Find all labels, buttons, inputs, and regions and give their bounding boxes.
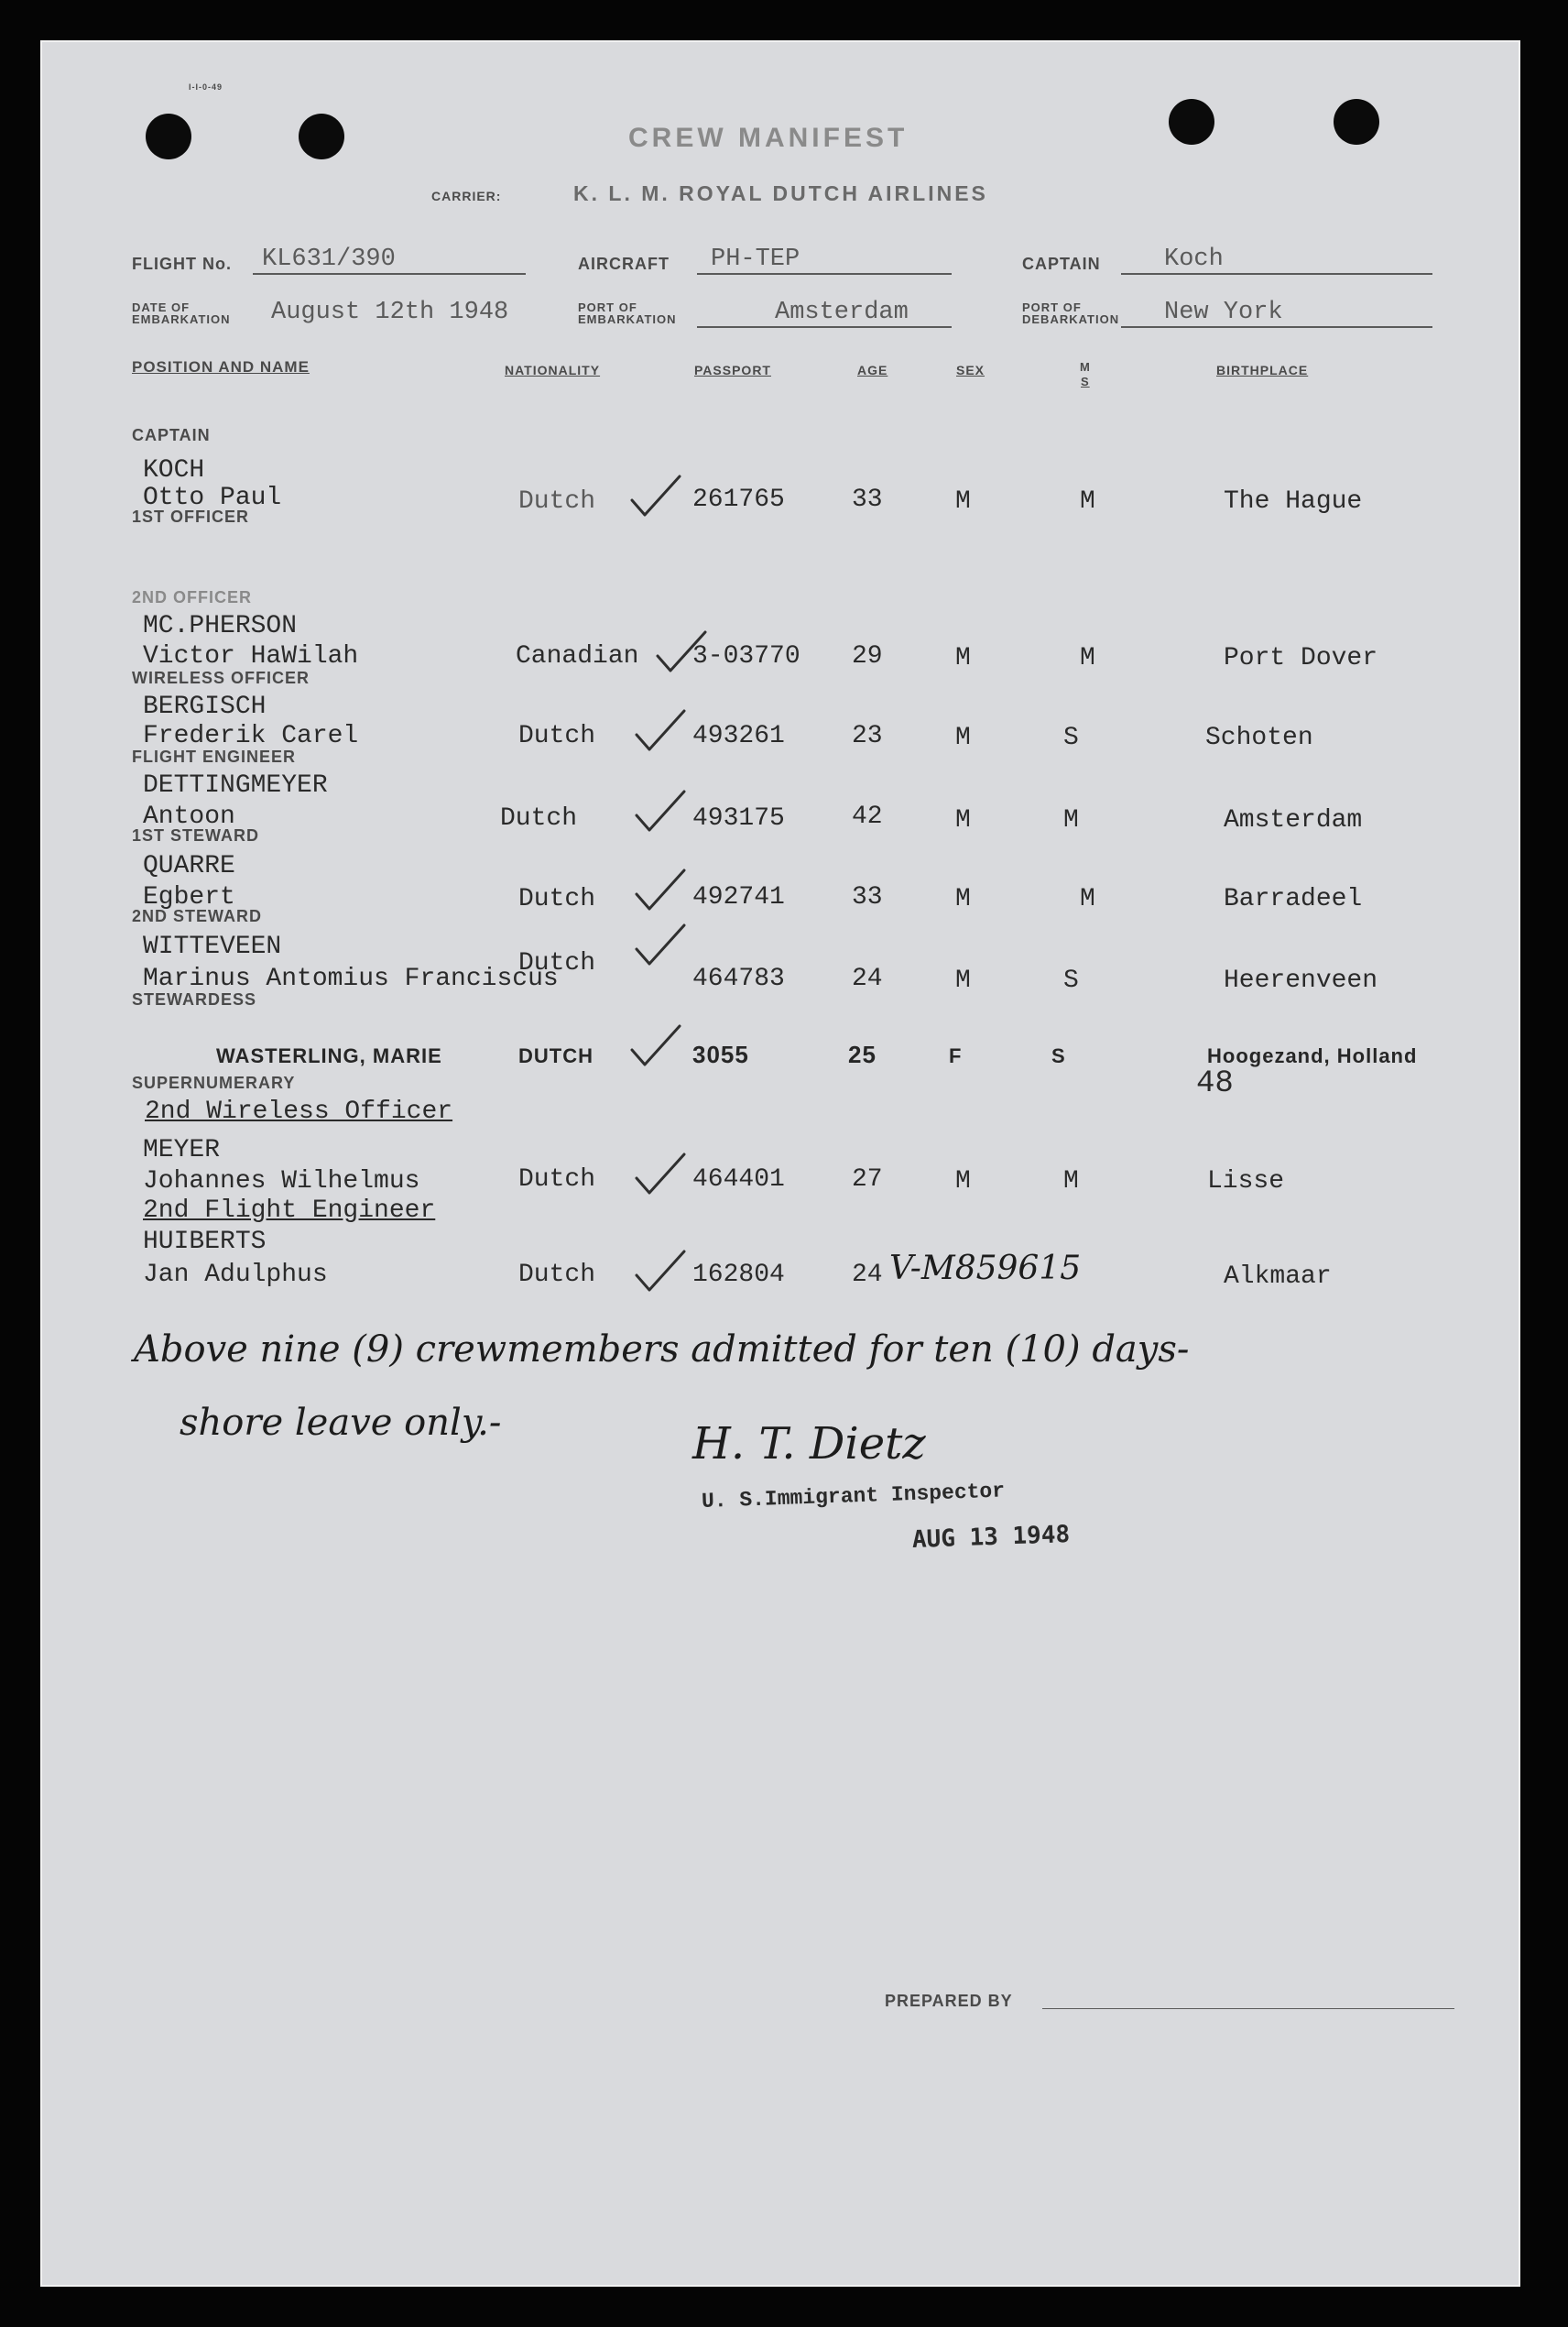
marital-status: M — [1080, 487, 1095, 516]
age: 24 — [852, 965, 883, 993]
checkmark-icon — [633, 1248, 688, 1294]
nationality: Dutch — [518, 487, 596, 516]
passport: 261765 — [692, 486, 785, 514]
age: 29 — [852, 642, 883, 671]
given-name: Marinus Antomius Franciscus — [143, 965, 559, 993]
checkmark-icon — [628, 473, 683, 519]
nationality: Dutch — [518, 885, 596, 913]
checkmark-icon — [628, 1022, 683, 1068]
age: 33 — [852, 486, 883, 514]
port-deb-value: New York — [1164, 299, 1283, 326]
nationality: Dutch — [518, 1165, 596, 1194]
birthplace: Barradeel — [1224, 885, 1363, 913]
date-label-2: EMBARKATION — [132, 312, 231, 326]
aircraft-label: AIRCRAFT — [578, 255, 670, 273]
flight-label: FLIGHT No. — [132, 255, 232, 273]
given-name: Otto Paul — [143, 484, 282, 512]
surname: WASTERLING, MARIE — [216, 1044, 442, 1067]
punch-hole — [1169, 99, 1214, 145]
passport: 493175 — [692, 804, 785, 833]
checkmark-icon — [633, 1151, 688, 1196]
surname: BERGISCH — [143, 693, 267, 721]
date-stamp: AUG 13 1948 — [911, 1520, 1071, 1554]
supernumerary-role-1: 2nd Wireless Officer — [145, 1098, 453, 1126]
captain-label: CAPTAIN — [1022, 255, 1101, 273]
col-passport: PASSPORT — [694, 363, 771, 377]
punch-hole — [1334, 99, 1379, 145]
birthplace: Port Dover — [1224, 644, 1378, 672]
page-title: CREW MANIFEST — [628, 123, 909, 153]
checkmark-icon — [633, 707, 688, 753]
marital-status: S — [1063, 724, 1079, 752]
manifest-sheet — [40, 40, 1520, 2287]
given-name: Egbert — [143, 883, 235, 912]
nationality: Canadian — [516, 642, 639, 671]
position-stewardess: STEWARDESS — [132, 990, 257, 1009]
nationality: Dutch — [500, 804, 578, 833]
col-marital-1: M — [1080, 360, 1091, 374]
given-name: Victor HaWilah — [143, 642, 359, 671]
col-sex: SEX — [956, 363, 985, 377]
passport: 464401 — [692, 1165, 785, 1194]
date-label-1: DATE OF — [132, 300, 191, 314]
marital-status: S — [1063, 967, 1079, 995]
passport: 464783 — [692, 965, 785, 993]
given-name: Jan Adulphus — [143, 1261, 328, 1289]
passport: 493261 — [692, 722, 785, 750]
nationality: Dutch — [518, 722, 596, 750]
carrier-value: K. L. M. ROYAL DUTCH AIRLINES — [573, 181, 988, 205]
form-code: I-I-0-49 — [189, 82, 223, 92]
port-emb-underline — [697, 326, 952, 328]
date-value: August 12th 1948 — [271, 299, 509, 326]
checkmark-icon — [633, 922, 688, 967]
nationality: DUTCH — [518, 1044, 593, 1067]
sex: M — [955, 967, 971, 995]
sex: M — [955, 724, 971, 752]
birthplace-note: 48 — [1196, 1066, 1234, 1101]
age: 42 — [852, 803, 883, 831]
supernumerary-role-2: 2nd Flight Engineer — [143, 1196, 436, 1225]
port-deb-label-1: PORT OF — [1022, 300, 1082, 314]
flight-underline — [253, 273, 526, 275]
flight-value: KL631/390 — [262, 246, 396, 273]
sex: M — [955, 644, 971, 672]
birthplace: Hoogezand, Holland — [1207, 1044, 1418, 1067]
supernumerary-label: SUPERNUMERARY — [132, 1074, 296, 1092]
handwritten-note-line-1: Above nine (9) crewmembers admitted for ten (10) days- — [134, 1328, 1190, 1371]
port-emb-value: Amsterdam — [775, 299, 909, 326]
col-birthplace: BIRTHPLACE — [1216, 363, 1309, 377]
surname: DETTINGMEYER — [143, 771, 328, 800]
birthplace: The Hague — [1224, 487, 1363, 516]
sex: M — [955, 487, 971, 516]
passport: 3-03770 — [692, 642, 800, 671]
sex: M — [955, 885, 971, 913]
given-name: Frederik Carel — [143, 722, 359, 750]
port-deb-label-2: DEBARKATION — [1022, 312, 1120, 326]
passport: 3055 — [692, 1041, 749, 1068]
age: 23 — [852, 722, 883, 750]
marital-status: M — [1080, 885, 1095, 913]
surname: WITTEVEEN — [143, 933, 282, 961]
signature: H. T. Dietz — [692, 1418, 926, 1469]
given-name: Antoon — [143, 803, 235, 831]
surname: MEYER — [143, 1136, 221, 1164]
position-flight-engineer: FLIGHT ENGINEER — [132, 748, 297, 766]
position-captain: CAPTAIN — [132, 426, 211, 444]
age: 24 — [852, 1261, 883, 1289]
col-position: POSITION AND NAME — [132, 358, 310, 376]
birthplace: Lisse — [1207, 1167, 1285, 1196]
position-wireless-officer: WIRELESS OFFICER — [132, 669, 310, 687]
captain-value: Koch — [1164, 246, 1224, 273]
age: 27 — [852, 1165, 883, 1194]
sex: M — [955, 806, 971, 835]
surname: MC.PHERSON — [143, 612, 298, 640]
passport: 162804 — [692, 1261, 785, 1289]
port-emb-label-2: EMBARKATION — [578, 312, 677, 326]
port-deb-underline — [1121, 326, 1432, 328]
checkmark-icon — [633, 867, 688, 912]
captain-underline — [1121, 273, 1432, 275]
prepared-by-line — [1042, 2008, 1454, 2009]
passport: 492741 — [692, 883, 785, 912]
checkmark-icon — [654, 628, 709, 674]
position-1st-officer: 1ST OFFICER — [132, 508, 250, 526]
col-marital-2: S — [1081, 375, 1090, 388]
sex: M — [955, 1167, 971, 1196]
nationality: Dutch — [518, 1261, 596, 1289]
prepared-by-label: PREPARED BY — [885, 1992, 1013, 2010]
birthplace: Alkmaar — [1224, 1262, 1332, 1291]
aircraft-underline — [697, 273, 952, 275]
nationality: Dutch — [518, 949, 596, 978]
birthplace: Heerenveen — [1224, 967, 1378, 995]
position-2nd-officer: 2ND OFFICER — [132, 588, 253, 606]
marital-status: S — [1051, 1044, 1066, 1067]
birthplace: Amsterdam — [1224, 806, 1363, 835]
surname: HUIBERTS — [143, 1228, 267, 1256]
birthplace: Schoten — [1205, 724, 1313, 752]
position-1st-steward: 1ST STEWARD — [132, 826, 260, 845]
age: 25 — [848, 1041, 877, 1068]
marital-status: M — [1080, 644, 1095, 672]
given-name: Johannes Wilhelmus — [143, 1167, 420, 1196]
age: 33 — [852, 883, 883, 912]
handwritten-number: V-M859615 — [889, 1250, 1082, 1287]
marital-status: M — [1063, 1167, 1079, 1196]
position-2nd-steward: 2ND STEWARD — [132, 907, 263, 925]
port-emb-label-1: PORT OF — [578, 300, 637, 314]
surname: KOCH — [143, 456, 205, 485]
surname: QUARRE — [143, 852, 235, 880]
aircraft-value: PH-TEP — [711, 246, 800, 273]
handwritten-note-line-2: shore leave only.- — [180, 1402, 502, 1444]
carrier-label: CARRIER: — [431, 189, 502, 203]
punch-hole — [146, 114, 191, 159]
checkmark-icon — [633, 788, 688, 834]
marital-status: M — [1063, 806, 1079, 835]
inspector-title: U. S.Immigrant Inspector — [701, 1479, 1006, 1513]
col-age: AGE — [857, 363, 888, 377]
sex: F — [949, 1044, 963, 1067]
punch-hole — [299, 114, 344, 159]
col-nationality: NATIONALITY — [505, 363, 601, 377]
